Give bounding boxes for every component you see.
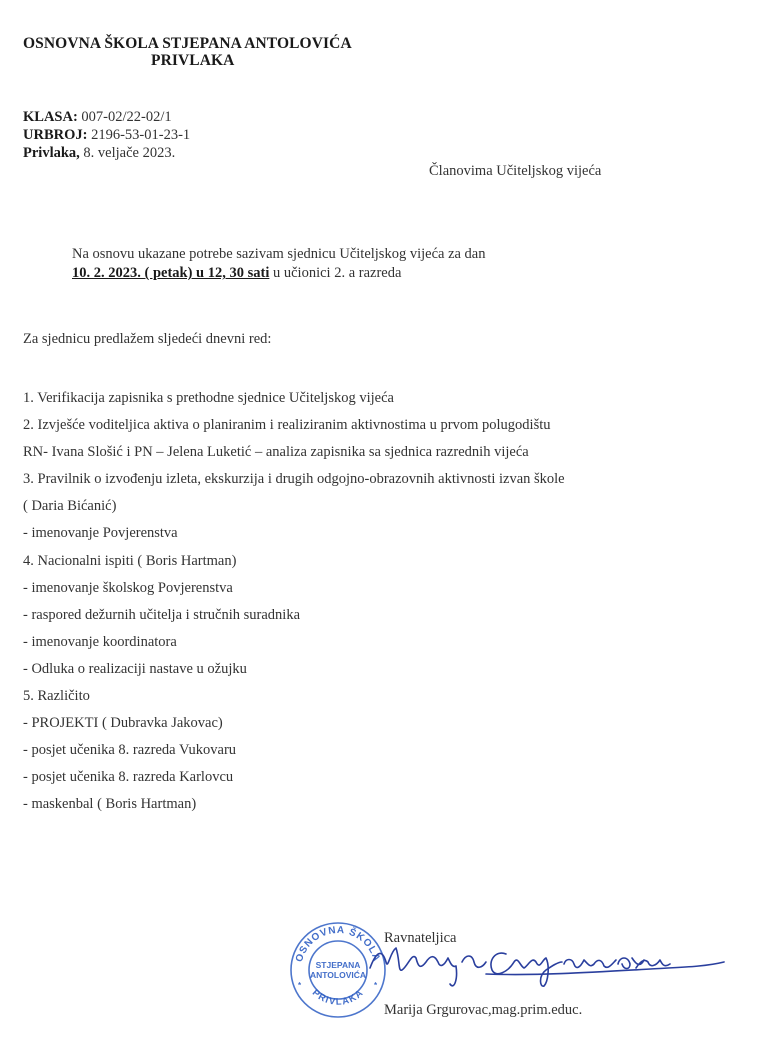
date-line	[23, 145, 175, 162]
stamp-ring-bottom-text: PRIVLAKA	[309, 987, 367, 1008]
meeting-datetime: 10. 2. 2023. ( petak) u 12, 30 sati	[72, 265, 270, 281]
agenda-item: - imenovanje koordinatora	[23, 633, 177, 650]
handwritten-signature	[368, 932, 728, 992]
agenda-intro: Za sjednicu predlažem sljedeći dnevni red:	[23, 331, 272, 347]
recipient: Članovima Učiteljskog vijeća	[429, 163, 602, 179]
stamp-center-line1: STJEPANA	[315, 960, 361, 970]
agenda-item: - maskenbal ( Boris Hartman)	[23, 796, 197, 813]
agenda-item: - posjet učenika 8. razreda Vukovaru	[23, 742, 237, 759]
date-value: 8. veljače 2023.	[79, 145, 176, 161]
urbroj-label: URBROJ:	[23, 127, 88, 143]
agenda-item: 3. Pravilnik o izvođenju izleta, ekskurzija i drugih odgojno-obrazovnih aktivnosti izvan škole	[23, 471, 565, 488]
svg-text:*: *	[374, 981, 378, 990]
klasa-label: KLASA:	[23, 109, 78, 125]
agenda-item: - Odluka o realizaciji nastave u ožujku	[23, 660, 247, 677]
agenda-item: 5. Različito	[23, 688, 90, 705]
signatory-name: Marija Grgurovac,mag.prim.educ.	[384, 1002, 583, 1018]
agenda-item: 4. Nacionalni ispiti ( Boris Hartman)	[23, 552, 237, 569]
urbroj-line	[23, 127, 190, 144]
school-name: OSNOVNA ŠKOLA STJEPANA ANTOLOVIĆA	[23, 35, 352, 52]
signatory-role: Ravnateljica	[384, 930, 457, 946]
agenda-item: - PROJEKTI ( Dubravka Jakovac)	[23, 715, 223, 732]
urbroj-value: 2196-53-01-23-1	[87, 127, 191, 143]
agenda-item: 1. Verifikacija zapisnika s prethodne sjednice Učiteljskog vijeća	[23, 390, 394, 406]
school-location: PRIVLAKA	[151, 52, 235, 69]
stamp-center-line2: ANTOLOVIĆA	[309, 970, 367, 980]
intro-line: Na osnovu ukazane potrebe sazivam sjednicu Učiteljskog vijeća za dan	[72, 246, 486, 262]
svg-text:*: *	[298, 981, 302, 990]
agenda-item: - imenovanje školskog Povjerenstva	[23, 579, 233, 596]
meeting-time-line	[72, 265, 401, 282]
meeting-location: u učionici 2. a razreda	[269, 265, 402, 281]
place-label: Privlaka,	[23, 145, 80, 161]
klasa-line	[23, 109, 172, 126]
klasa-value: 007-02/22-02/1	[77, 109, 172, 125]
agenda-item: ( Daria Bićanić)	[23, 498, 117, 515]
agenda-item: - posjet učenika 8. razreda Karlovcu	[23, 769, 234, 786]
agenda-item: 2. Izvješće voditeljica aktiva o planiranim i realiziranim aktivnostima u prvom polugodištu	[23, 417, 551, 434]
stamp-ring-top-text: OSNOVNA ŠKOLA	[293, 924, 383, 964]
agenda-item: - imenovanje Povjerenstva	[23, 525, 178, 542]
agenda-list	[23, 385, 565, 819]
agenda-item: - raspored dežurnih učitelja i stručnih suradnika	[23, 606, 301, 623]
svg-text:PRIVLAKA	[310, 987, 366, 1007]
agenda-item: RN- Ivana Slošić i PN – Jelena Luketić – analiza zapisnika sa sjednica razrednih vijeća	[23, 444, 529, 461]
